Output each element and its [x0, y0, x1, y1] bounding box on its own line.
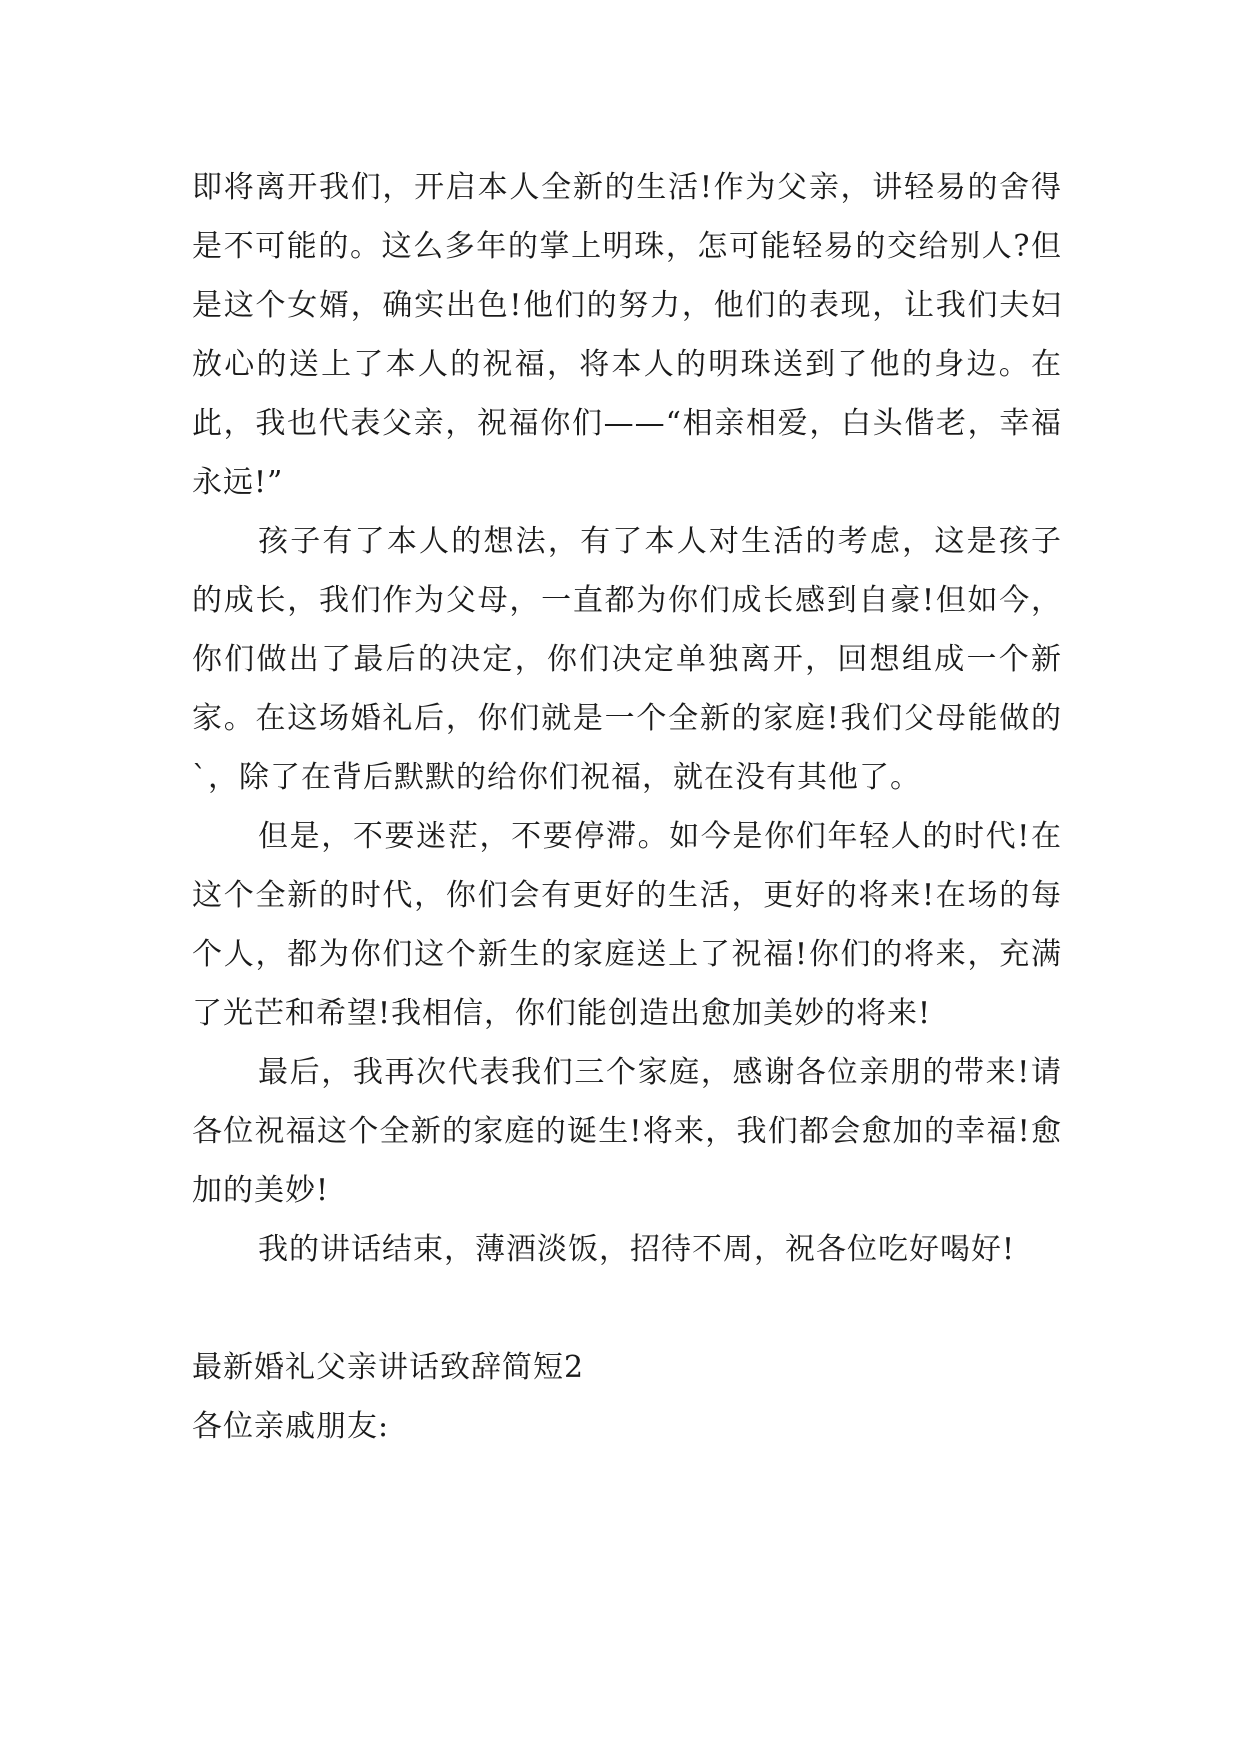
paragraph-1: 即将离开我们，开启本人全新的生活!作为父亲，讲轻易的舍得是不可能的。这么多年的掌上明珠，怎可能轻易的交给别人?但是这个女婿，确实出色!他们的努力，他们的表现，让我们夫妇放心的送上了本人的祝福，将本人的明珠送到了他的身边。在此，我也代表父亲，祝福你们——“相亲相爱，白头偕老，幸福永远!” [192, 170, 1062, 500]
paragraph-4: 最后，我再次代表我们三个家庭，感谢各位亲朋的带来!请各位祝福这个全新的家庭的诞生!将来，我们都会愈加的幸福!愈加的美妙! [192, 1055, 1062, 1208]
salutation: 各位亲戚朋友: [192, 1409, 390, 1444]
section-title: 最新婚礼父亲讲话致辞简短2 [192, 1350, 585, 1385]
section-spacer [192, 1279, 1062, 1338]
document-body [192, 158, 1062, 1456]
paragraph-3: 但是，不要迷茫，不要停滞。如今是你们年轻人的时代!在这个全新的时代，你们会有更好的生活，更好的将来!在场的每个人，都为你们这个新生的家庭送上了祝福!你们的将来，充满了光芒和希望!我相信，你们能创造出愈加美妙的将来! [192, 819, 1062, 1031]
paragraph-5: 我的讲话结束，薄酒淡饭，招待不周，祝各位吃好喝好! [258, 1232, 1016, 1267]
paragraph-2: 孩子有了本人的想法，有了本人对生活的考虑，这是孩子的成长，我们作为父母，一直都为你们成长感到自豪!但如今，你们做出了最后的决定，你们决定单独离开，回想组成一个新家。在这场婚礼后，你们就是一个全新的家庭!我们父母能做的`，除了在背后默默的给你们祝福，就在没有其他了。 [192, 524, 1062, 795]
